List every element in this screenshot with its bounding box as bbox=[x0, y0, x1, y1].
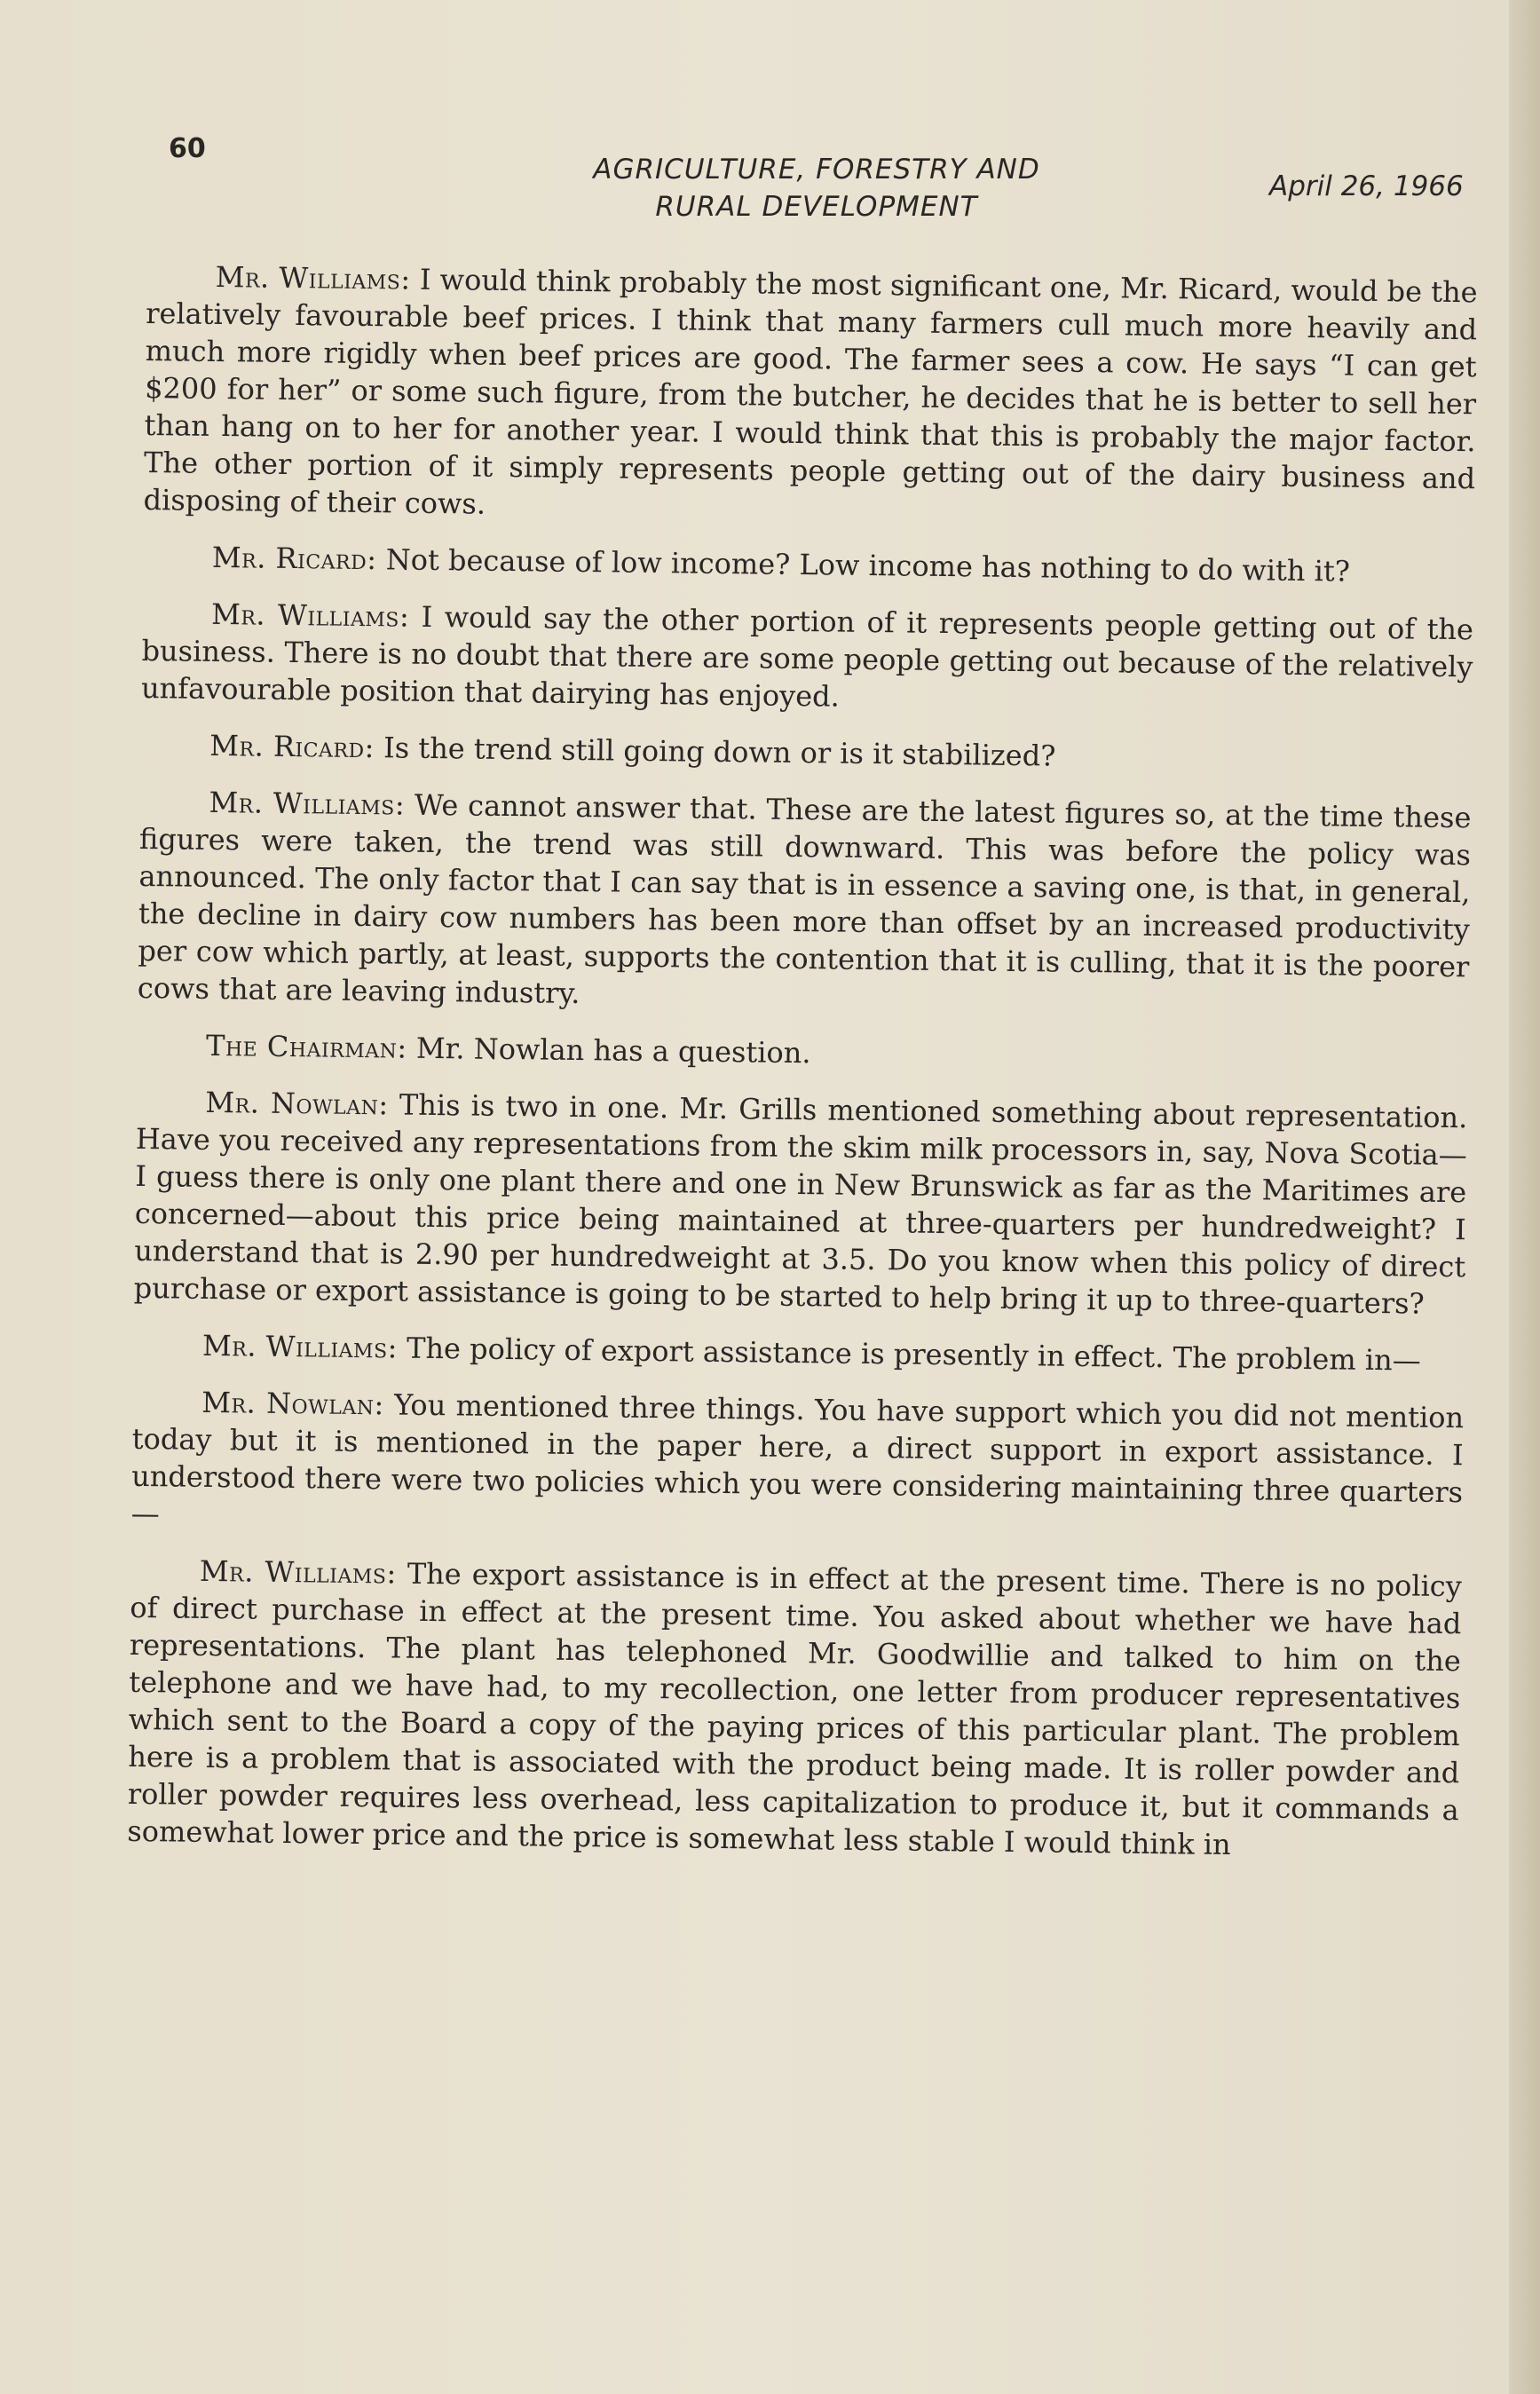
paragraph-text: The export assistance is in effect at the present time. There is no policy of direct purchase in effect at the present time. You asked about whether we have had representations. The plant has telephoned Mr. Goodwillie and talked to him on the telephone and we have had, to my recollection, one letter from producer representatives which sent to the Board a copy of the paying prices of this particular plant. The problem here is a problem that is associated with the product being made. It is roller powder and roller powder requires less overhead, less capitalization to produce it, but it commands a somewhat lower price and the price is somewhat less stable I would think in bbox=[127, 1556, 1463, 1862]
speaker-name: Mr. Nowlan: bbox=[205, 1085, 389, 1122]
paragraph-text: You mentioned three things. You have support which you did not mention today but it is mentioned in the paper here, a direct support in export assistance. I understood there were two policies which you were considering maintaining three quarters— bbox=[130, 1387, 1465, 1531]
paragraph-text: Mr. Nowlan has a question. bbox=[407, 1031, 811, 1071]
transcript-paragraph bbox=[143, 538, 1474, 591]
running-title-line-1: AGRICULTURE, FORESTRY AND bbox=[593, 154, 1040, 186]
speaker-name: Mr. Nowlan: bbox=[201, 1385, 384, 1422]
running-date: April 26, 1966 bbox=[1269, 170, 1464, 202]
speaker-name: The Chairman: bbox=[205, 1028, 407, 1065]
transcript-paragraph bbox=[133, 1326, 1465, 1379]
paragraph-text: I would think probably the most significant one, Mr. Ricard, would be the relatively favourable beef prices. I think that many farmers cull much more heavily and much more rigidly when beef prices are good. The farmer sees a cow. He says “I can get $200 for her” or some such figure, from the butcher, he decides that he is better to sell her than hang on to her for another year. I would think that this is probably the major factor. The other portion of it simply represents people getting out of the dairy business and disposing of their cows. bbox=[143, 262, 1478, 521]
speaker-name: Mr. Ricard: bbox=[209, 728, 375, 765]
transcript-paragraph bbox=[140, 726, 1472, 779]
transcript-paragraph bbox=[137, 1026, 1468, 1079]
paragraph-text: We cannot answer that. These are the latest figures so, at the time these figures were taken, the trend was still downward. This was before the policy was announced. The only factor that I can say that is in essence a saving one, is that, in general, the decline in dairy cow numbers has been more than offset by an increased productivity per cow which partly, at least, supports the contention that it is culling, that it is the poorer cows that are leaving industry. bbox=[137, 787, 1472, 1011]
page-header bbox=[169, 133, 1500, 231]
paragraph-text: The policy of export assistance is presently in effect. The problem in— bbox=[397, 1331, 1421, 1378]
paragraph-text: This is two in one. Mr. Grills mentioned something about representation. Have you received any representations from the skim milk processors in, say, Nova Scotia—I guess there is only one plant there and one in New Brunswick as far as the Maritimes are concerned—about this price being maintained at three-quarters per hundredweight? I understand that is 2.90 per hundredweight at 3.5. Do you know when this policy of direct purchase or export assistance is going to be started to help bring it up to three-quarters? bbox=[133, 1087, 1468, 1321]
speaker-name: Mr. Ricard: bbox=[211, 540, 377, 577]
page-edge-shadow bbox=[1509, 0, 1540, 2394]
running-title bbox=[515, 151, 1118, 225]
speaker-name: Mr. Williams: bbox=[201, 1328, 399, 1365]
transcript-paragraph bbox=[130, 1383, 1464, 1548]
speaker-name: Mr. Williams: bbox=[210, 597, 410, 634]
transcript-paragraph bbox=[134, 1083, 1468, 1323]
transcript-paragraph bbox=[127, 1552, 1462, 1866]
paragraph-text: Is the trend still going down or is it stabilized? bbox=[374, 731, 1056, 773]
transcript-paragraph bbox=[141, 595, 1473, 723]
speaker-name: Mr. Williams: bbox=[199, 1553, 397, 1591]
page-number: 60 bbox=[169, 133, 206, 164]
transcript-paragraph bbox=[138, 783, 1472, 1023]
transcript-paragraph bbox=[143, 257, 1477, 534]
running-title-line-2: RURAL DEVELOPMENT bbox=[655, 191, 978, 223]
speaker-name: Mr. Williams: bbox=[209, 785, 406, 822]
paragraph-text: I would say the other portion of it represents people getting out of the business. There is no doubt that there are some people getting out because of the relatively unfavourable position that dairying has enjoyed. bbox=[140, 599, 1474, 714]
transcript-body bbox=[127, 257, 1478, 1885]
speaker-name: Mr. Williams: bbox=[215, 259, 411, 296]
paragraph-text: Not because of low income? Low income has nothing to do with it? bbox=[376, 542, 1351, 589]
